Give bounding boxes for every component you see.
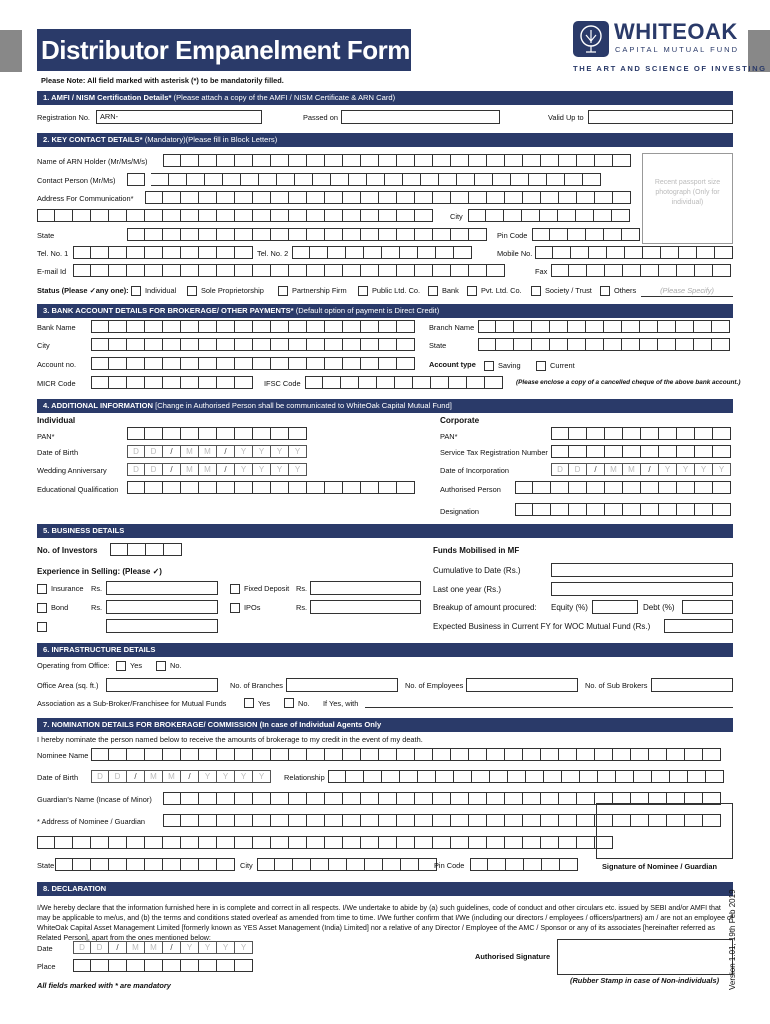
fixed-deposit-checkbox[interactable]: [230, 584, 240, 594]
city-label: City: [450, 212, 463, 221]
ifsc-label: IFSC Code: [264, 379, 301, 388]
insurance-amount-input[interactable]: [106, 581, 218, 595]
investors-label: No. of Investors: [37, 546, 98, 555]
valid-up-to-input[interactable]: [588, 110, 733, 124]
bank-city-label: City: [37, 341, 50, 350]
address-label: Address For Communication*: [37, 194, 134, 203]
equity-label: Equity (%): [551, 603, 588, 612]
city-grid[interactable]: [468, 209, 630, 222]
wedding-date-grid[interactable]: D D / M M / Y Y Y Y: [127, 463, 307, 476]
branch-name-label: Branch Name: [429, 323, 475, 332]
email-label: E-mail Id: [37, 267, 67, 276]
nominee-state-label: State: [37, 861, 55, 870]
fax-label: Fax: [535, 267, 548, 276]
nominee-address-grid-2[interactable]: [37, 836, 613, 849]
address-grid-2[interactable]: [37, 209, 433, 222]
service-tax-label: Service Tax Registration Number: [440, 448, 548, 457]
registration-input[interactable]: ARN-: [96, 110, 262, 124]
pan-individual-grid[interactable]: [127, 427, 307, 440]
passed-on-input[interactable]: [341, 110, 500, 124]
status-sole-checkbox[interactable]: [187, 286, 197, 296]
section-8-header: 8. DECLARATION: [37, 882, 733, 896]
nominee-city-label: City: [240, 861, 253, 870]
date-label: Date: [37, 944, 53, 953]
fixed-deposit-label: Fixed Deposit: [244, 584, 290, 593]
mobile-label: Mobile No.: [497, 249, 533, 258]
service-tax-grid[interactable]: [551, 445, 731, 458]
registration-label: Registration No.: [37, 113, 90, 122]
association-no-checkbox[interactable]: [284, 698, 294, 708]
micr-grid[interactable]: [91, 376, 253, 389]
tel1-grid[interactable]: [73, 246, 253, 259]
pan-individual-label: PAN*: [37, 432, 55, 441]
state-label: State: [37, 231, 55, 240]
other-experience-checkbox[interactable]: [37, 622, 47, 632]
section-6-header: 6. INFRASTRUCTURE DETAILS: [37, 643, 733, 657]
nominee-state-grid[interactable]: [55, 858, 235, 871]
relationship-grid[interactable]: [328, 770, 724, 783]
designation-grid[interactable]: [515, 503, 731, 516]
place-grid[interactable]: [73, 959, 253, 972]
brand-tagline: THE ART AND SCIENCE OF INVESTING: [573, 64, 767, 73]
nominee-address-label: * Address of Nominee / Guardian: [37, 817, 146, 826]
wedding-label: Wedding Anniversary: [37, 466, 107, 475]
account-no-label: Account no.: [37, 360, 77, 369]
section-4-header: 4. ADDITIONAL INFORMATION [Change in Authorised Person shall be communicated to WhiteOak Capital Mutual Fund]: [37, 399, 733, 413]
tel1-label: Tel. No. 1: [37, 249, 69, 258]
operating-yes-checkbox[interactable]: [116, 661, 126, 671]
education-grid[interactable]: [127, 481, 415, 494]
passed-on-label: Passed on: [303, 113, 338, 122]
status-pvt-label: Pvt. Ltd. Co.: [481, 286, 522, 295]
status-others-label: Others: [614, 286, 637, 295]
bond-label: Bond: [51, 603, 69, 612]
office-area-input[interactable]: [106, 678, 218, 692]
subbrokers-label: No. of Sub Brokers: [585, 681, 648, 690]
funds-mobilised-label: Funds Mobilised in MF: [433, 546, 520, 555]
photo-placeholder[interactable]: Recent passport size photograph (Only for individual): [642, 153, 733, 244]
page-title: Distributor Empanelment Form: [37, 29, 411, 71]
bank-city-grid[interactable]: [91, 338, 415, 351]
fixed-deposit-rs-label: Rs.: [296, 584, 308, 593]
declaration-date-grid[interactable]: D D / M M / Y Y Y Y: [73, 941, 253, 954]
current-label: Current: [550, 361, 575, 370]
nomination-intro: I hereby nominate the person named below to receive the amounts of brokerage to my credit in the event of my death.: [37, 735, 423, 744]
section-5-header: 5. BUSINESS DETAILS: [37, 524, 733, 538]
association-yes-checkbox[interactable]: [244, 698, 254, 708]
authorised-person-grid[interactable]: [515, 481, 731, 494]
address-grid-1[interactable]: [145, 191, 631, 204]
cumulative-label: Cumulative to Date (Rs.): [433, 566, 521, 575]
designation-label: Designation: [440, 507, 480, 516]
saving-label: Saving: [498, 361, 521, 370]
insurance-label: Insurance: [51, 584, 84, 593]
authorised-signature-label: Authorised Signature: [475, 952, 551, 961]
if-yes-label: If Yes, with: [323, 699, 359, 708]
status-public-label: Public Ltd. Co.: [372, 286, 421, 295]
status-individual-label: Individual: [145, 286, 177, 295]
mandatory-note: Please Note: All field marked with asterisk (*) to be mandatorily filled.: [41, 76, 284, 85]
pin-code-grid[interactable]: [532, 228, 640, 241]
status-others-checkbox[interactable]: [600, 286, 610, 296]
rubber-stamp-note: (Rubber Stamp in case of Non-individuals): [570, 976, 720, 985]
last-year-input[interactable]: [551, 582, 733, 596]
saving-checkbox[interactable]: [484, 361, 494, 371]
association-no-label: No.: [298, 699, 310, 708]
contact-person-grid[interactable]: [127, 173, 601, 186]
incorporation-date-grid[interactable]: D D / M M / Y Y Y Y: [551, 463, 731, 476]
authorised-person-label: Authorised Person: [440, 485, 501, 494]
incorporation-label: Date of Incorporation: [440, 466, 510, 475]
place-label: Place: [37, 962, 56, 971]
arn-holder-label: Name of ARN Holder (Mr/Ms/M/s): [37, 157, 148, 166]
micr-label: MICR Code: [37, 379, 76, 388]
guardian-name-label: Guardian's Name (Incase of Minor): [37, 795, 152, 804]
bond-rs-label: Rs.: [91, 603, 103, 612]
corporate-heading: Corporate: [440, 416, 480, 425]
nominee-signature-label: Signature of Nominee / Guardian: [602, 862, 717, 871]
status-bank-checkbox[interactable]: [428, 286, 438, 296]
pan-corporate-label: PAN*: [440, 432, 458, 441]
pan-corporate-grid[interactable]: [551, 427, 731, 440]
ifsc-grid[interactable]: [305, 376, 503, 389]
operating-no-checkbox[interactable]: [156, 661, 166, 671]
insurance-checkbox[interactable]: [37, 584, 47, 594]
branches-input[interactable]: [286, 678, 398, 692]
ipos-checkbox[interactable]: [230, 603, 240, 613]
email-grid[interactable]: [73, 264, 505, 277]
left-edge-tab: [0, 30, 22, 72]
dob-date-grid[interactable]: D D / M M / Y Y Y Y: [127, 445, 307, 458]
declaration-text: I/We hereby declare that the information furnished here in is complete and correct in all respects. I/We undertake to abide by (a) such guidelines, code of conduct and other circulars etc. issued by SEBI and/or AMFI that may be applicable to me/us, and (b) the terms and conditions stated overleaf as amended from time to time. I/We further confirm that I/We (including our directors / employees / officers/partners) am / are not an employee of WhiteOak Capital Asset Management Limited [formerly known as YES Asset Management (India) Limited] nor a relative of any Director / Employee of the AMC / Sponsor or any of its associates [hereinafter referred as Related Person], apart from the ones mentioned below:: [37, 904, 733, 942]
status-partnership-checkbox[interactable]: [278, 286, 288, 296]
ipos-amount-input[interactable]: [310, 600, 421, 614]
status-label: Status (Please ✓any one):: [37, 286, 129, 295]
experience-label: Experience in Selling: (Please ✓): [37, 567, 162, 576]
branch-name-grid[interactable]: [478, 320, 730, 333]
tel2-grid[interactable]: [292, 246, 472, 259]
ipos-label: IPOs: [244, 603, 261, 612]
association-yes-label: Yes: [258, 699, 271, 708]
nominee-dob-grid[interactable]: D D / M M / Y Y Y Y: [91, 770, 271, 783]
bond-checkbox[interactable]: [37, 603, 47, 613]
account-type-label: Account type: [429, 360, 476, 369]
fixed-deposit-amount-input[interactable]: [310, 581, 421, 595]
office-area-label: Office Area (sq. ft.): [37, 681, 99, 690]
expected-business-input[interactable]: [664, 619, 733, 633]
nominee-pin-label: Pin Code: [434, 861, 465, 870]
all-fields-mandatory-note: All fields marked with * are mandatory: [37, 981, 171, 990]
status-society-label: Society / Trust: [545, 286, 592, 295]
status-pvt-checkbox[interactable]: [467, 286, 477, 296]
employees-input[interactable]: [466, 678, 578, 692]
dob-label: Date of Birth: [37, 448, 79, 457]
status-sole-label: Sole Proprietorship: [201, 286, 264, 295]
breakup-label: Breakup of amount procured:: [433, 603, 537, 612]
brand-name: WHITEOAK: [614, 19, 738, 44]
section-7-header: 7. NOMINATION DETAILS FOR BROKERAGE/ COMMISSION (In case of Individual Agents Only: [37, 718, 733, 732]
cheque-note: (Please enclose a copy of a cancelled cheque of the above bank account.): [516, 379, 741, 386]
valid-up-to-label: Valid Up to: [548, 113, 584, 122]
ipos-rs-label: Rs.: [296, 603, 308, 612]
authorised-signature-box[interactable]: [557, 939, 733, 975]
fax-grid[interactable]: [551, 264, 731, 277]
nominee-name-label: Nominee Name: [37, 751, 89, 760]
relationship-label: Relationship: [284, 773, 325, 782]
status-society-checkbox[interactable]: [531, 286, 541, 296]
account-no-grid[interactable]: [91, 357, 415, 370]
expected-business-label: Expected Business in Current FY for WOC Mutual Fund (Rs.): [433, 622, 651, 631]
nominee-pin-grid[interactable]: [470, 858, 578, 871]
operating-no-label: No.: [170, 661, 182, 670]
nominee-signature-box[interactable]: [596, 803, 733, 859]
status-public-checkbox[interactable]: [358, 286, 368, 296]
nominee-city-grid[interactable]: [257, 858, 437, 871]
section-3-header: 3. BANK ACCOUNT DETAILS FOR BROKERAGE/ OTHER PAYMENTS* (Default option of payment is Direct Credit): [37, 304, 733, 318]
current-checkbox[interactable]: [536, 361, 546, 371]
whiteoak-tree-logo-icon: [573, 21, 609, 57]
section-1-header: 1. AMFI / NISM Certification Details* (Please attach a copy of the AMFI / NISM Certificate & ARN Card): [37, 91, 733, 105]
section-2-header: 2. KEY CONTACT DETAILS* (Mandatory)(Please fill in Block Letters): [37, 133, 733, 147]
education-label: Educational Qualification: [37, 485, 119, 494]
bank-name-grid[interactable]: [91, 320, 415, 333]
nominee-name-grid[interactable]: [91, 748, 721, 761]
status-partnership-label: Partnership Firm: [292, 286, 347, 295]
if-yes-input-line[interactable]: [365, 707, 733, 708]
debt-label: Debt (%): [643, 603, 675, 612]
status-bank-label: Bank: [442, 286, 459, 295]
nominee-dob-label: Date of Birth: [37, 773, 79, 782]
individual-heading: Individual: [37, 416, 76, 425]
cumulative-input[interactable]: [551, 563, 733, 577]
pin-code-label: Pin Code: [497, 231, 528, 240]
bank-state-label: State: [429, 341, 447, 350]
contact-person-label: Contact Person (Mr/Ms): [37, 176, 116, 185]
other-experience-input[interactable]: [106, 619, 218, 633]
version-text: Version 1.01, 19th Feb 2019: [728, 889, 737, 990]
bank-name-label: Bank Name: [37, 323, 76, 332]
brand-subtitle: CAPITAL MUTUAL FUND: [615, 45, 739, 54]
insurance-rs-label: Rs.: [91, 584, 103, 593]
employees-label: No. of Employees: [405, 681, 464, 690]
operating-yes-label: Yes: [130, 661, 143, 670]
bond-amount-input[interactable]: [106, 600, 218, 614]
branches-label: No. of Branches: [230, 681, 283, 690]
status-individual-checkbox[interactable]: [131, 286, 141, 296]
last-year-label: Last one year (Rs.): [433, 585, 502, 594]
bank-state-grid[interactable]: [478, 338, 730, 351]
state-grid[interactable]: [127, 228, 487, 241]
debt-input[interactable]: [682, 600, 733, 614]
investors-grid[interactable]: [110, 543, 182, 556]
subbrokers-input[interactable]: [651, 678, 733, 692]
equity-input[interactable]: [592, 600, 638, 614]
arn-holder-grid[interactable]: [163, 154, 631, 167]
association-label: Association as a Sub-Broker/Franchisee for Mutual Funds: [37, 699, 227, 708]
tel2-label: Tel. No. 2: [257, 249, 289, 258]
status-others-specify[interactable]: (Please Specify): [641, 286, 733, 297]
operating-label: Operating from Office:: [37, 661, 110, 670]
mobile-grid[interactable]: [535, 246, 733, 259]
